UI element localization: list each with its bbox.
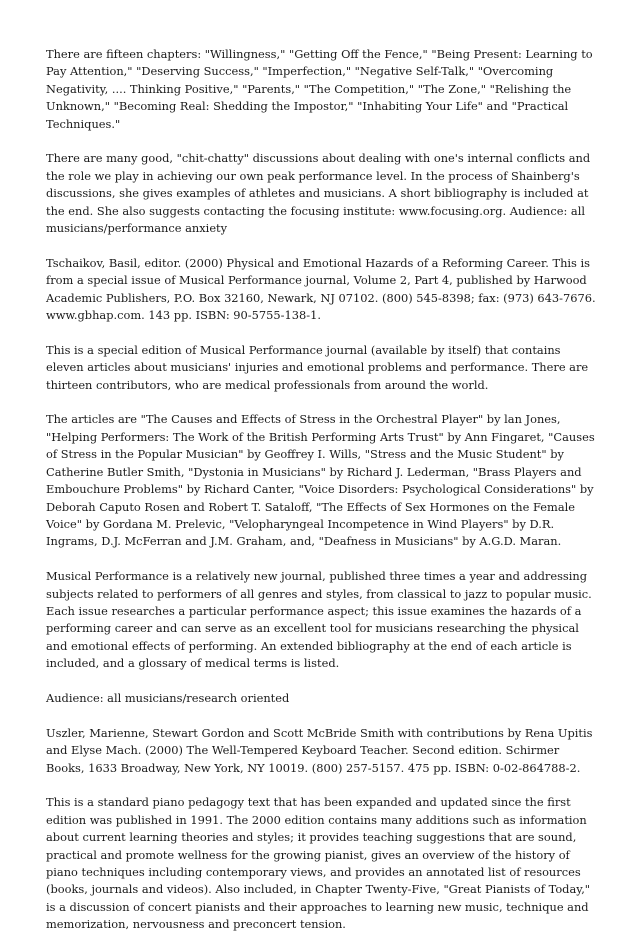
paragraph-articles: The articles are "The Causes and Effects of Stress in the Orchestral Player" by lan Jones, "Helping Performers: The Work of the British Performing Arts Trust" by Ann Fingaret, "Causes of Stress in the Popular Musician" by Geoffrey I. Wills, "Stress and the Music Student" by Catherine Butler Smith, "Dystonia in Musicians" by Richard J. Lederman, "Brass Players and Embouchure Problems" by Richard Canter, "Voice Disorders: Psychological Considerations" by Deborah Caputo Rosen and Robert T. Sataloff, "The Effects of Sex Hormones on the Female Voice" by Gordana M. Prelevic, "Velopharyngeal Incompetence in Wind Players" by D.R. Ingrams, D.J. McFerran and J.M. Graham, and, "Deafness in Musicians" by A.G.D. Maran. [46, 412, 595, 549]
paragraph-discussion: There are many good, "chit-chatty" discussions about dealing with one's internal conflicts and the role we play in achieving our own peak performance level. In the process of Shainberg's discussions, she gives examples of athletes and musicians. A short bibliography is included at the end. She also suggests contacting the focusing institute: www.focusing.org. Audience: all musicians/performance anxiety [46, 151, 591, 236]
paragraph-audience: Audience: all musicians/research oriented [46, 690, 290, 705]
paragraph-journal-description: Musical Performance is a relatively new journal, published three times a year and addressing subjects related to performers of all genres and styles, from classical to jazz to popular music. Each issue researches a particular performance aspect; this issue examines the hazards of a performing career and can serve as an excellent tool for musicians researching the physical and emotional effects of performing. An extended bibliography at the end of each article is included, and a glossary of medical terms is listed. [46, 569, 592, 671]
paragraph-chapters: There are fifteen chapters: "Willingness," "Getting Off the Fence," "Being Present: Learning to Pay Attention," "Deserving Success," "Imperfection," "Negative Self-Talk," "Overcoming Negativity, .... Thinking Positive," "Parents," "The Competition," "The Zone," "Relishing the Unknown," "Becoming Real: Shedding the Impostor," "Inhabiting Your Life" and "Practical Techniques." [46, 47, 593, 131]
document-page [46, 46, 598, 951]
paragraph-special-edition: This is a special edition of Musical Performance journal (available by itself) that contains eleven articles about musicians' injuries and emotional problems and performance. There are thirteen contributors, who are medical professionals from around the world. [46, 342, 589, 392]
paragraph-pedagogy-text: This is a standard piano pedagogy text that has been expanded and updated since the first edition was published in 1991. The 2000 edition contains many additions such as information about current learning theories and styles; it provides teaching suggestions that are sound, practical and promote wellness for the growing pianist, gives an overview of the history of piano techniques including contemporary views, and provides an annotated list of resources (books, journals and videos). Also included, in Chapter Twenty-Five, "Great Pianists of Today," is a discussion of concert pianists and their approaches to learning new music, technique and memorization, nervousness and preconcert tension. [46, 795, 591, 932]
paragraph-citation-tschaikov: Tschaikov, Basil, editor. (2000) Physical and Emotional Hazards of a Reforming Career. This is from a special issue of Musical Performance journal, Volume 2, Part 4, published by Harwood Academic Publishers, P.O. Box 32160, Newark, NJ 07102. (800) 545-8398; fax: (973) 643-7676. www.gbhap.com. 143 pp. ISBN: 90-5755-138-1. [46, 255, 596, 323]
paragraph-citation-uszler: Uszler, Marienne, Stewart Gordon and Scott McBride Smith with contributions by Rena Upitis and Elyse Mach. (2000) The Well-Tempered Keyboard Teacher. Second edition. Schirmer Books, 1633 Broadway, New York, NY 10019. (800) 257-5157. 475 pp. ISBN: 0-02-864788-2. [46, 725, 593, 775]
